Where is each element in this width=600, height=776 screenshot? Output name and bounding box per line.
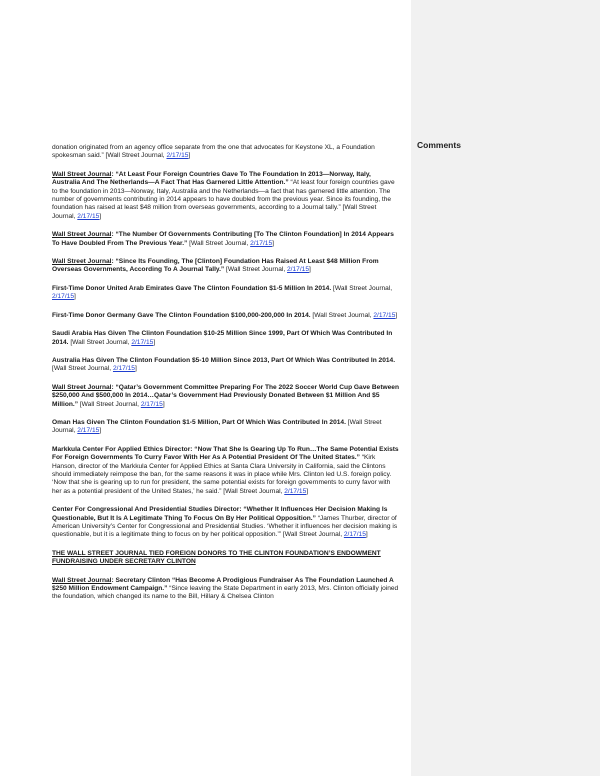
source-link[interactable]: 2/17/15 [77,212,100,220]
source-link[interactable]: 2/17/15 [52,293,74,301]
paragraph-text: “Since leaving the State Department in early 2013, Mrs. Clinton officially joined the foundation, which changed its name to the Bill, Hillary & Chelsea Clinton [52,585,399,601]
paragraph-text: [Wall Street Journal, [52,418,382,435]
paragraph-7: Australia Has Given The Clinton Foundation $5-10 Million Since 2013, Part Of Which Was Contributed In 2014. [Wall Street Journal, 2/17/15] [52,356,396,373]
headline: Center For Congressional And Presidential Studies Director: “Whether It Influences Her Decision Making Is Questionable, But It Is A Legitimate Thing To Focus On By Her Political Opposition.” [52,506,388,522]
paragraph-text: [Wall Street Journal, [310,311,374,319]
paragraph-text: “James Thurber, director of American University’s Center for Congressional and Presidential Studies. ‘Whether it influences her decision making is questionable, but it is a legitimate thing to focus on by her political opposition.’” [Wall Street Journal, [52,514,398,539]
source-label: Wall Street Journal [52,383,112,391]
headline: Saudi Arabia Has Given The Clinton Foundation $10-25 Million Since 1999, Part Of Which Was Contributed In 2014. [52,330,393,346]
source-link[interactable]: 2/17/15 [373,311,396,319]
paragraph-text: [Wall Street Journal, [224,266,288,274]
source-link[interactable]: 2/17/15 [131,338,154,346]
headline: Oman Has Given The Clinton Foundation $1-5 Million, Part Of Which Was Contributed In 2014. [52,418,346,426]
paragraph-10: Markkula Center For Applied Ethics Director: “Now That She Is Gearing Up To Run…The Same Potential Exists For Foreign Governments To Curry Favor With Her As A Potential President Of The United States.” “Kirk Hanson, director of the Markkula Center for Applied Ethics at Santa Clara University in California, said the Clintons should immediately reimpose the ban, for the same reasons it was in place while Mrs. Clinton led U.S. foreign policy. ‘Now that she is gearing up to run for president, the same potential exists for foreign governments to curry favor with her as a potential president of the United States,’ he said.” [Wall Street Journal, 2/17/15] [52,445,399,495]
headline: Australia Has Given The Clinton Foundation $5-10 Million Since 2013, Part Of Which Was Contributed In 2014. [52,356,396,364]
paragraph-6: Saudi Arabia Has Given The Clinton Foundation $10-25 Million Since 1999, Part Of Which Was Contributed In 2014. [Wall Street Journal, 2/17/15] [52,330,393,346]
source-label: Wall Street Journal [52,258,112,266]
source-link[interactable]: 2/17/15 [112,365,135,373]
headline: : “At Least Four Foreign Countries Gave To The Foundation In 2013—Norway, Italy, Australia And The Netherlands—A Fact That Has Garnered Little Attention.” [52,170,371,187]
source-link[interactable]: 2/17/15 [343,531,366,539]
paragraph-2: Wall Street Journal: “The Number Of Governments Contributing [To The Clinton Foundation] In 2014 Appears To Have Doubled From The Previous Year.” [Wall Street Journal, 2/17/15] [52,231,394,247]
comments-label: Comments [417,140,461,150]
source-link[interactable]: 2/17/15 [140,400,163,408]
paragraph-8: Wall Street Journal: “Qatar’s Government Committee Preparing For The 2022 Soccer World Cup Gave Between $250,000 And $500,000 In 2014…Qatar’s Government Had Previously Donated Between $1 Million And $5 Million.” [Wall Street Journal, 2/17/15] [52,383,400,408]
comments-margin [411,0,600,776]
paragraph-text: “Kirk Hanson, director of the Markkula Center for Applied Ethics at Santa Clara University in California, said the Clintons should immediately reimpose the ban, for the same reasons it was in place while Mrs. Clinton led U.S. foreign policy. ‘Now that she is gearing up to run for president, the same potential exists for foreign governments to curry favor with her as a potential president of the United States,’ he said.” [Wall Street Journal, [52,454,392,495]
source-link[interactable]: 2/17/15 [250,239,273,247]
paragraph-text: [Wall Street Journal, [78,400,141,408]
section-heading: THE WALL STREET JOURNAL TIED FOREIGN DONORS TO THE CLINTON FOUNDATION’S ENDOWMENT FUNDRAISING UNDER SECRETARY CLINTON [52,549,381,566]
source-label: Wall Street Journal [52,170,112,178]
headline: : Secretary Clinton “Has Become A Prodigious Fundraiser As The Foundation Launched A $250 Million Endowment Campaign.” [52,576,394,593]
document-body [52,144,400,612]
source-link[interactable]: 2/17/15 [77,427,100,435]
paragraph-5: First-Time Donor Germany Gave The Clinton Foundation $100,000-200,000 In 2014. [Wall Street Journal, 2/17/15] [52,311,398,319]
paragraph-0: donation originated from an agency office separate from the one that advocates for Keystone XL, a Foundation spokesman said.” [Wall Street Journal, 2/17/15] [52,144,375,160]
paragraph-4: First-Time Donor United Arab Emirates Gave The Clinton Foundation $1-5 Million In 2014. [Wall Street Journal, 2/17/15] [52,284,393,301]
headline: : “Qatar’s Government Committee Preparing For The 2022 Soccer World Cup Gave Between $250,000 And $500,000 In 2014…Qatar’s Government Had Previously Donated Between $1 Million And $5 Million.” [52,383,400,408]
paragraph-11: Center For Congressional And Presidential Studies Director: “Whether It Influences Her Decision Making Is Questionable, But It Is A Legitimate Thing To Focus On By Her Political Opposition.” “James Thurber, director of American University’s Center for Congressional and Presidential Studies. ‘Whether it influences her decision making is questionable, but it is a legitimate thing to focus on by her political opposition.’” [Wall Street Journal, 2/17/15] [52,506,398,539]
paragraph-text: [Wall Street Journal, [331,284,393,292]
paragraph-final [52,577,400,602]
headline: Markkula Center For Applied Ethics Director: “Now That She Is Gearing Up To Run…The Same Potential Exists For Foreign Governments To Curry Favor With Her As A Potential President Of The United States.” [52,445,399,462]
headline: : “The Number Of Governments Contributing [To The Clinton Foundation] In 2014 Appears To Have Doubled From The Previous Year.” [52,231,394,247]
paragraph-3: Wall Street Journal: “Since Its Founding, The [Clinton] Foundation Has Raised At Least $48 Million From Overseas Governments, According To A Journal Tally.” [Wall Street Journal, 2/17/15] [52,258,379,274]
source-label: Wall Street Journal [52,576,112,584]
headline: First-Time Donor Germany Gave The Clinton Foundation $100,000-200,000 In 2014. [52,311,311,319]
source-link[interactable]: 2/17/15 [287,266,310,274]
paragraph-text: donation originated from an agency office separate from the one that advocates for Keystone XL, a Foundation spokesman said.” [Wall Street Journal, [52,144,375,160]
headline: First-Time Donor United Arab Emirates Gave The Clinton Foundation $1-5 Million In 2014. [52,284,332,292]
paragraph-text: [Wall Street Journal, [52,365,113,373]
source-link[interactable]: 2/17/15 [166,152,189,160]
paragraph-9: Oman Has Given The Clinton Foundation $1-5 Million, Part Of Which Was Contributed In 2014. [Wall Street Journal, 2/17/15] [52,418,382,435]
headline: : “Since Its Founding, The [Clinton] Foundation Has Raised At Least $48 Million From Overseas Governments, According To A Journal Tally.” [52,258,379,274]
paragraph-text: “At least four foreign countries gave to the foundation in 2013—Norway, Italy, Australia and the Netherlands—a fact that has garnered little attention. The number of governments contributing in 2014 appears to have doubled from the previous year. Since its founding, the foundation has raised at least $48 million from overseas governments, according to a Journal tally.” [Wall Street Journal, [52,179,395,220]
source-link[interactable]: 2/17/15 [284,487,307,495]
paragraph-1: Wall Street Journal: “At Least Four Foreign Countries Gave To The Foundation In 2013—Norway, Italy, Australia And The Netherlands—A Fact That Has Garnered Little Attention.” “At least four foreign countries gave to the foundation in 2013—Norway, Italy, Australia and the Netherlands—a fact that has garnered little attention. The number of governments contributing in 2014 appears to have doubled from the previous year. Since its founding, the foundation has raised at least $48 million from overseas governments, according to a Journal tally.” [Wall Street Journal, 2/17/15] [52,170,395,220]
paragraph-text: [Wall Street Journal, [187,239,251,247]
source-label: Wall Street Journal [52,231,112,239]
paragraph-text: [Wall Street Journal, [68,338,132,346]
